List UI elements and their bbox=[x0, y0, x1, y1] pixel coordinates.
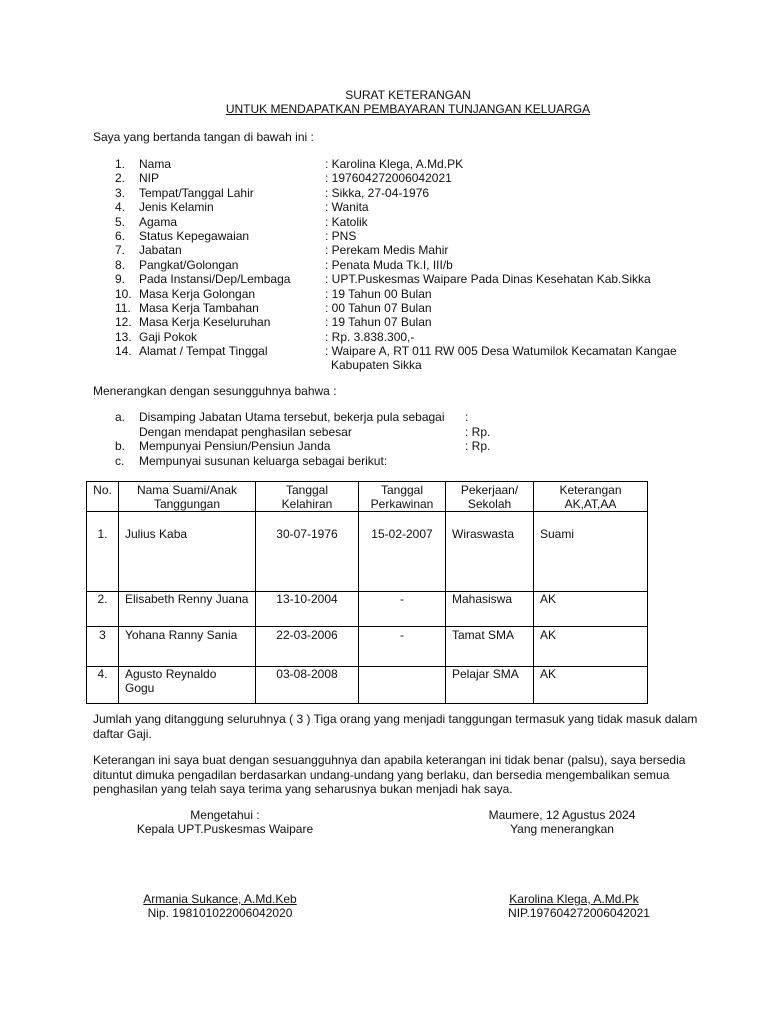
header-occupation: Pekerjaan/ Sekolah bbox=[446, 482, 534, 512]
info-row bbox=[0, 330, 768, 345]
point-a-text: Disamping Jabatan Utama tersebut, bekerja pula sebagai bbox=[139, 410, 445, 424]
info-row bbox=[0, 243, 768, 258]
point-a-colon: : bbox=[465, 410, 469, 424]
info-number: 8. bbox=[115, 257, 126, 272]
cell-birth-date: 03-08-2008 bbox=[256, 667, 359, 704]
dependents-summary: Jumlah yang ditanggung seluruhnya ( 3 ) Tiga orang yang menjadi tanggungan termasuk yang tidak masuk dalam daftar Gaji. bbox=[93, 712, 698, 741]
place-date: Maumere, 12 Agustus 2024 bbox=[488, 808, 636, 822]
cell-remarks: Suami bbox=[534, 512, 648, 592]
table-row bbox=[87, 512, 648, 592]
cell-occupation: Tamat SMA bbox=[446, 627, 534, 667]
document-subtitle: UNTUK MENDAPATKAN PEMBAYARAN TUNJANGAN KELUARGA bbox=[225, 102, 591, 116]
declarant-label: Yang menerangkan bbox=[510, 822, 614, 836]
cell-marriage-date: 15-02-2007 bbox=[359, 512, 446, 592]
info-label: Masa Kerja Tambahan bbox=[139, 301, 259, 315]
declaration-text: Menerangkan dengan sesungguhnya bahwa : bbox=[93, 384, 337, 398]
info-value: : Rp. 3.838.300,- bbox=[325, 329, 415, 344]
info-value: : Sikka, 27-04-1976 bbox=[325, 185, 430, 200]
info-label: Pada Instansi/Dep/Lembaga bbox=[139, 272, 291, 287]
info-number: 2. bbox=[115, 171, 126, 186]
info-row bbox=[0, 287, 768, 302]
cell-marriage-date: - bbox=[359, 592, 446, 627]
info-number: 11. bbox=[115, 301, 131, 315]
info-number: 10. bbox=[115, 286, 132, 301]
head-nip: Nip. 198101022006042020 bbox=[147, 906, 293, 920]
info-label: Alamat / Tempat Tinggal bbox=[139, 344, 268, 359]
cell-no: 1. bbox=[87, 512, 119, 592]
info-value: : Wanita bbox=[325, 200, 369, 215]
cell-occupation: Pelajar SMA bbox=[446, 667, 534, 704]
cell-name: Elisabeth Renny Juana bbox=[119, 592, 256, 627]
info-row bbox=[0, 301, 768, 316]
info-value: : 00 Tahun 07 Bulan bbox=[325, 301, 432, 315]
head-name: Armania Sukance, A.Md.Keb bbox=[143, 892, 297, 906]
cell-name: Julius Kaba bbox=[119, 512, 256, 592]
head-title: Kepala UPT.Puskesmas Waipare bbox=[136, 822, 314, 836]
info-label: Tempat/Tanggal Lahir bbox=[139, 185, 254, 200]
cell-no: 3 bbox=[87, 627, 119, 667]
cell-marriage-date bbox=[359, 667, 446, 704]
point-a-income-value: : Rp. bbox=[465, 425, 491, 439]
info-label: Jabatan bbox=[139, 243, 182, 258]
info-number: 14. bbox=[115, 344, 132, 359]
cell-birth-date: 22-03-2006 bbox=[256, 627, 359, 667]
info-value: : Katolik bbox=[325, 214, 368, 229]
family-table bbox=[86, 481, 648, 704]
info-label: Jenis Kelamin bbox=[139, 200, 214, 215]
point-c-text: Mempunyai susunan keluarga sebagai berikut: bbox=[139, 454, 388, 468]
cell-occupation: Mahasiswa bbox=[446, 592, 534, 627]
info-label: Masa Kerja Golongan bbox=[139, 286, 256, 301]
cell-remarks: AK bbox=[534, 627, 648, 667]
point-c-label: c. bbox=[115, 454, 125, 468]
info-value: : PNS bbox=[325, 229, 357, 243]
info-row bbox=[0, 315, 768, 330]
address-continuation: Kabupaten Sikka bbox=[331, 358, 422, 372]
info-value: : 197604272006042021 bbox=[325, 171, 452, 186]
header-marriage-date: Tanggal Perkawinan bbox=[359, 482, 446, 512]
info-number: 1. bbox=[115, 157, 126, 171]
info-value: : 19 Tahun 00 Bulan bbox=[325, 286, 432, 301]
info-label: Masa Kerja Keseluruhan bbox=[139, 315, 271, 330]
info-number: 4. bbox=[115, 200, 126, 215]
info-row bbox=[0, 272, 768, 287]
point-b-text: Mempunyai Pensiun/Pensiun Janda bbox=[139, 439, 331, 453]
info-label: Pangkat/Golongan bbox=[139, 257, 239, 272]
cell-name: Yohana Ranny Sania bbox=[119, 627, 256, 667]
declarant-nip: NIP.197604272006042021 bbox=[508, 906, 650, 920]
info-label: Nama bbox=[139, 157, 172, 171]
info-number: 9. bbox=[115, 272, 126, 287]
closing-statement: Keterangan ini saya buat dengan sesuangguhnya dan apabila keterangan ini tidak benar (palsu), saya bersedia dituntut dimuka pengadilan berdasarkan undang-undang yang berlaku, dan bersedia mengembalikan semua penghasilan yang telah saya terima yang seharusnya bukan menjadi hak saya. bbox=[93, 753, 686, 796]
info-value: : Waipare A, RT 011 RW 005 Desa Watumilok Kecamatan Kangae bbox=[325, 344, 677, 359]
info-row bbox=[0, 215, 768, 230]
info-value: : Perekam Medis Mahir bbox=[325, 243, 449, 258]
cell-remarks: AK bbox=[534, 667, 648, 704]
cell-birth-date: 13-10-2004 bbox=[256, 592, 359, 627]
point-b-value: : Rp. bbox=[465, 439, 491, 453]
info-row bbox=[0, 229, 768, 244]
header-remarks: Keterangan AK,AT,AA bbox=[534, 482, 648, 512]
info-number: 3. bbox=[115, 185, 126, 200]
info-number: 6. bbox=[115, 229, 126, 243]
info-number: 7. bbox=[115, 243, 126, 258]
acknowledged-label: Mengetahui : bbox=[190, 808, 260, 822]
cell-name: Agusto Reynaldo Gogu bbox=[119, 667, 256, 704]
declarant-name: Karolina Klega, A.Md.Pk bbox=[509, 892, 639, 906]
info-label: NIP bbox=[139, 171, 160, 186]
info-row bbox=[0, 258, 768, 273]
info-number: 13. bbox=[115, 329, 132, 344]
info-label: Agama bbox=[139, 214, 178, 229]
info-row bbox=[0, 186, 768, 201]
point-b-label: b. bbox=[115, 439, 126, 453]
table-header-row bbox=[87, 482, 648, 512]
point-a-income-text: Dengan mendapat penghasilan sebesar bbox=[139, 425, 352, 439]
info-value: : Penata Muda Tk.I, III/b bbox=[325, 257, 453, 272]
info-label: Status Kepegawaian bbox=[139, 229, 250, 243]
cell-remarks: AK bbox=[534, 592, 648, 627]
point-a-label: a. bbox=[115, 410, 126, 424]
table-row bbox=[87, 627, 648, 667]
header-name: Nama Suami/Anak Tanggungan bbox=[119, 482, 256, 512]
info-value: : UPT.Puskesmas Waipare Pada Dinas Kesehatan Kab.Sikka bbox=[325, 272, 651, 287]
info-number: 5. bbox=[115, 214, 126, 229]
info-row bbox=[0, 171, 768, 186]
info-value: : 19 Tahun 07 Bulan bbox=[325, 315, 432, 330]
info-row bbox=[0, 157, 768, 172]
table-row bbox=[87, 667, 648, 704]
header-no: No. bbox=[87, 482, 119, 512]
cell-marriage-date: - bbox=[359, 627, 446, 667]
header-birth-date: Tanggal Kelahiran bbox=[256, 482, 359, 512]
cell-occupation: Wiraswasta bbox=[446, 512, 534, 592]
cell-no: 2. bbox=[87, 592, 119, 627]
info-label: Gaji Pokok bbox=[139, 329, 198, 344]
info-row bbox=[0, 200, 768, 215]
info-row bbox=[0, 344, 768, 359]
info-value: : Karolina Klega, A.Md.PK bbox=[325, 157, 464, 171]
cell-no: 4. bbox=[87, 667, 119, 704]
cell-birth-date: 30-07-1976 bbox=[256, 512, 359, 592]
intro-text: Saya yang bertanda tangan di bawah ini : bbox=[93, 130, 314, 144]
document-title: SURAT KETERANGAN bbox=[345, 88, 471, 102]
table-row bbox=[87, 592, 648, 627]
info-number: 12. bbox=[115, 315, 132, 330]
